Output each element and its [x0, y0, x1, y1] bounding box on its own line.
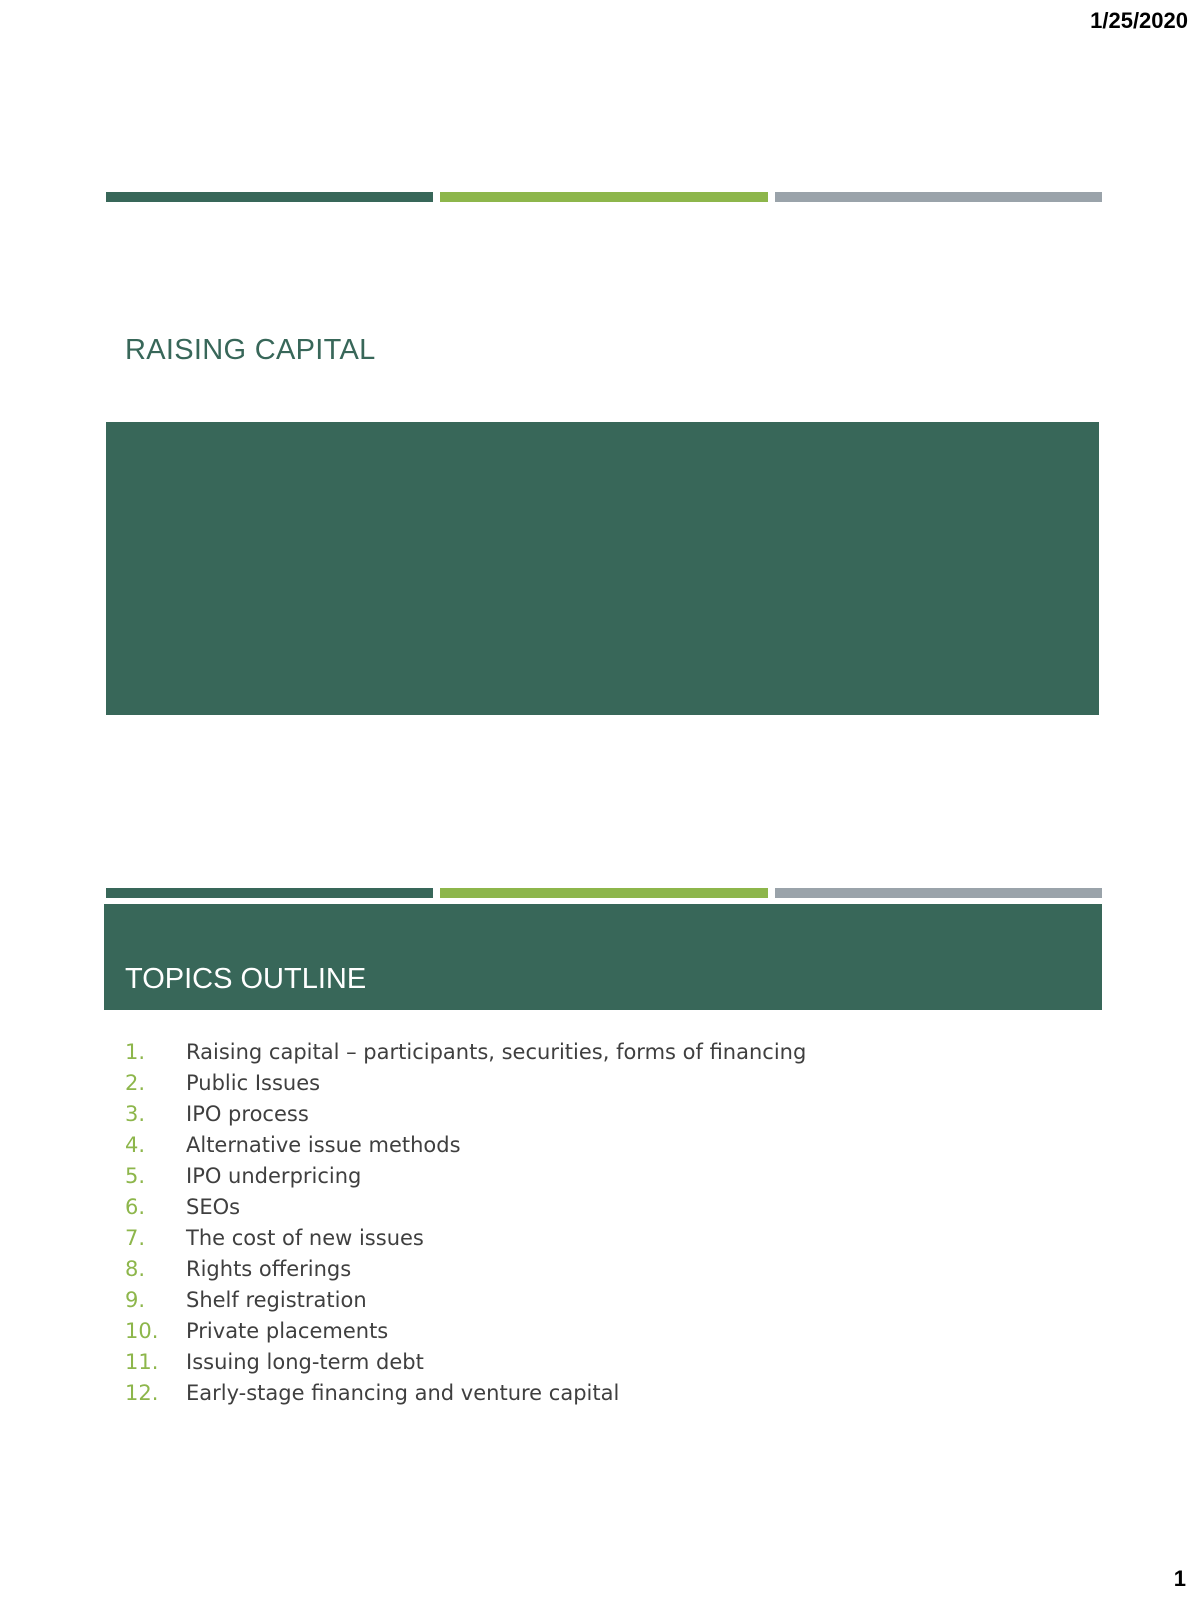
list-item [125, 1284, 806, 1315]
item-text: Public Issues [186, 1070, 321, 1095]
topics-list [125, 1036, 806, 1408]
item-text: The cost of new issues [186, 1225, 424, 1250]
item-number: 7. [125, 1225, 146, 1250]
slide1-title: RAISING CAPITAL [125, 334, 376, 366]
item-text: IPO process [186, 1101, 309, 1126]
item-text: SEOs [186, 1194, 241, 1219]
slide2-header-band [104, 904, 1102, 1010]
item-number: 5. [125, 1163, 146, 1188]
page-number: 1 [1173, 1566, 1186, 1591]
item-text: Rights offerings [186, 1256, 352, 1281]
item-number: 1. [125, 1039, 146, 1064]
header-date: 1/25/2020 [1090, 8, 1188, 33]
item-number: 8. [125, 1256, 146, 1281]
item-number: 2. [125, 1070, 146, 1095]
accent-segment-green [440, 192, 767, 202]
accent-segment-dark [106, 888, 433, 898]
item-text: Early-stage financing and venture capital [186, 1380, 620, 1405]
slide1-color-block [106, 422, 1099, 715]
item-text: Shelf registration [186, 1287, 367, 1312]
item-text: Raising capital – participants, securities, forms of financing [186, 1039, 807, 1064]
item-text: IPO underpricing [186, 1163, 362, 1188]
accent-segment-green [440, 888, 767, 898]
list-item [125, 1377, 806, 1408]
list-item [125, 1222, 806, 1253]
accent-segment-gray [775, 192, 1102, 202]
item-text: Issuing long-term debt [186, 1349, 424, 1374]
list-item [125, 1160, 806, 1191]
list-item [125, 1098, 806, 1129]
list-item [125, 1346, 806, 1377]
item-number: 9. [125, 1287, 146, 1312]
list-item [125, 1253, 806, 1284]
list-item [125, 1036, 806, 1067]
slide2-title: TOPICS OUTLINE [125, 963, 367, 995]
item-number: 3. [125, 1101, 146, 1126]
item-number: 12. [125, 1380, 159, 1405]
list-item [125, 1191, 806, 1222]
slide2-accent-bar [106, 888, 1102, 898]
slide1-accent-bar [106, 192, 1102, 202]
item-text: Private placements [186, 1318, 389, 1343]
item-number: 11. [125, 1349, 159, 1374]
list-item [125, 1067, 806, 1098]
item-number: 4. [125, 1132, 146, 1157]
accent-segment-dark [106, 192, 433, 202]
list-item [125, 1129, 806, 1160]
accent-segment-gray [775, 888, 1102, 898]
item-number: 6. [125, 1194, 146, 1219]
item-number: 10. [125, 1318, 159, 1343]
list-item [125, 1315, 806, 1346]
item-text: Alternative issue methods [186, 1132, 461, 1157]
